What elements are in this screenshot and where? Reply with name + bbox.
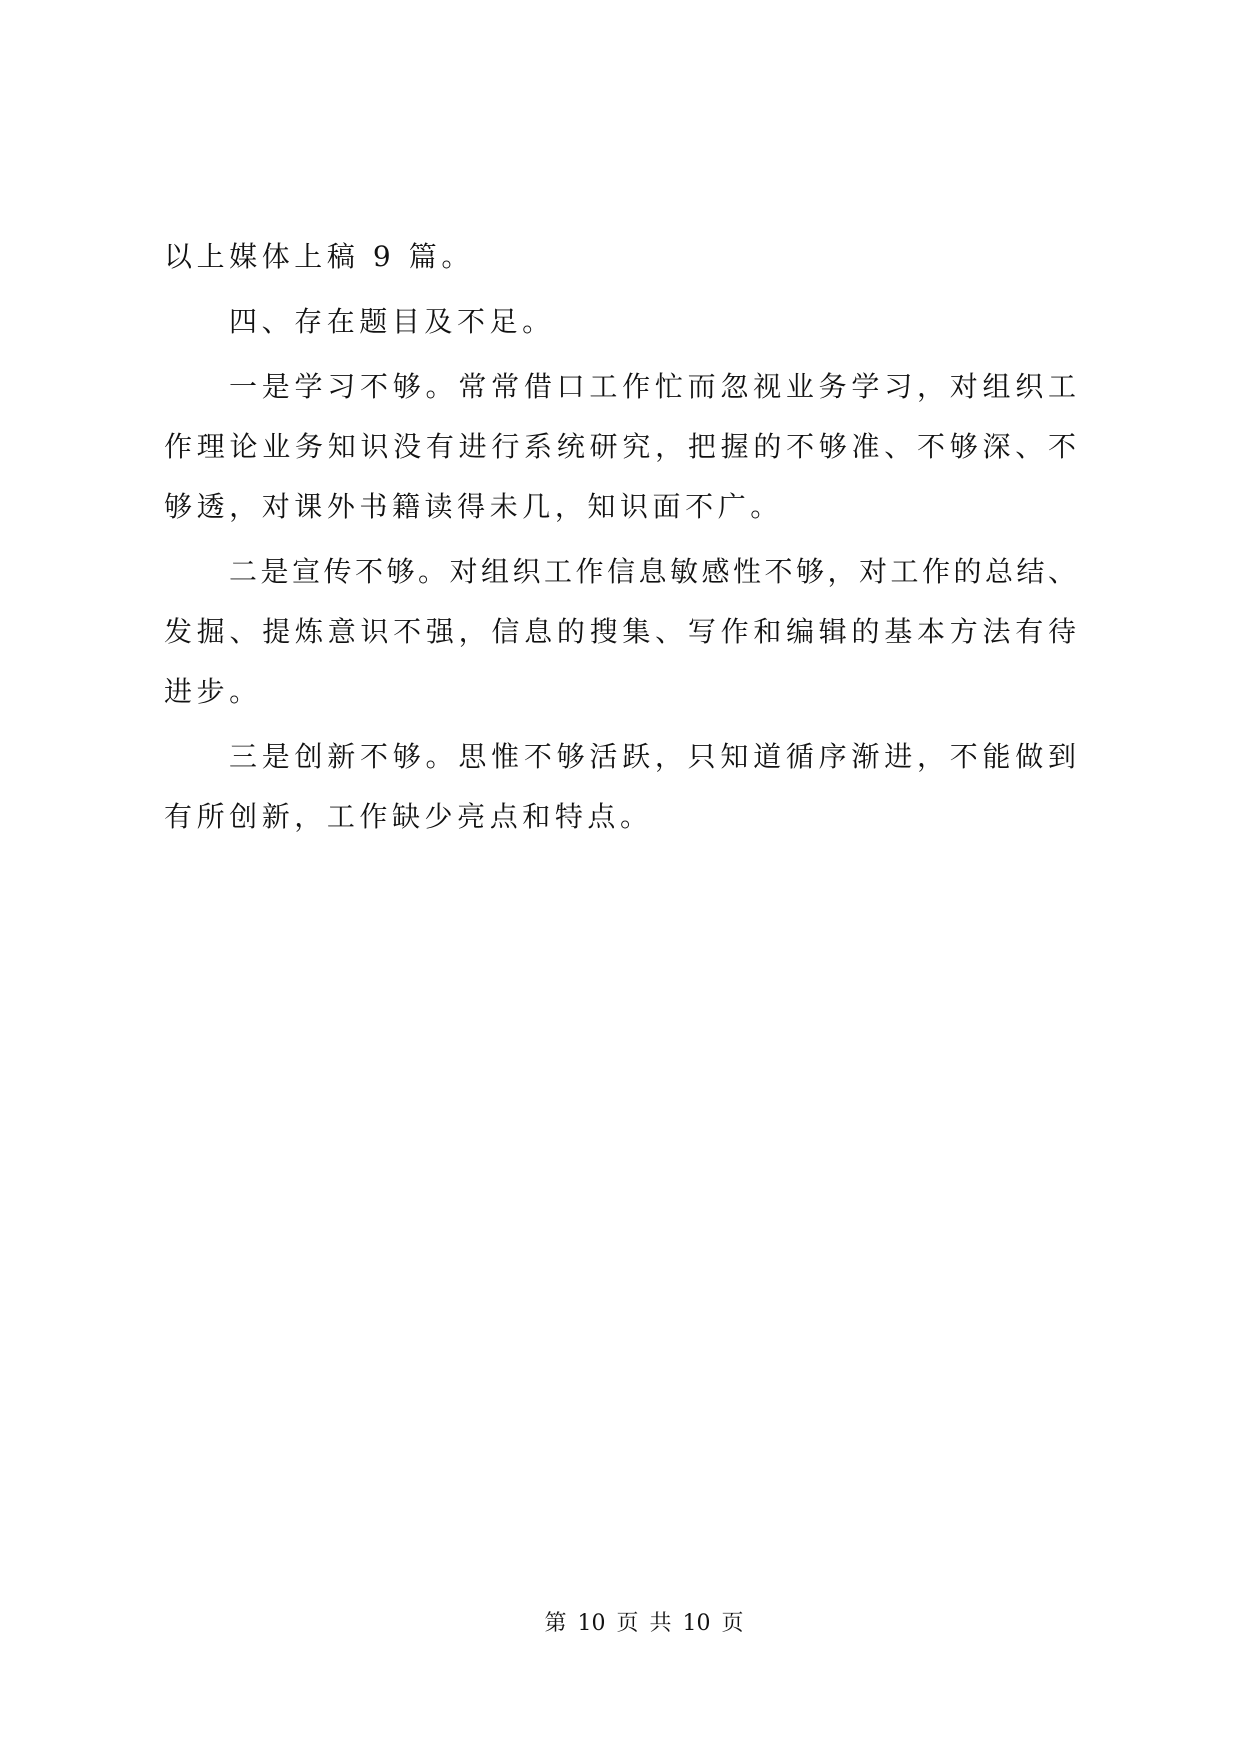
text-line: 发掘、提炼意识不强，信息的搜集、写作和编辑的基本方法有待 (164, 615, 1076, 648)
text-line: 进步。 (164, 675, 262, 708)
section-heading (164, 292, 1076, 352)
text-line: 作理论业务知识没有进行系统研究，把握的不够准、不够深、不 (164, 430, 1076, 463)
page-footer: 第 10 页 共 10 页 (544, 1611, 744, 1636)
paragraph-publicity (164, 542, 1076, 722)
paragraph-continuation (164, 227, 1076, 287)
paragraph-innovation (164, 727, 1076, 847)
text-line: 三是创新不够。思惟不够活跃，只知道循序渐进，不能做到 (229, 740, 1076, 773)
text-line: 二是宣传不够。对组织工作信息敏感性不够，对工作的总结、 (229, 555, 1076, 588)
text-line: 有所创新，工作缺少亮点和特点。 (164, 800, 653, 833)
heading-line: 四、存在题目及不足。 (229, 305, 555, 338)
text-line: 一是学习不够。常常借口工作忙而忽视业务学习，对组织工 (229, 370, 1076, 403)
document-body (164, 227, 1076, 852)
text-line: 够透，对课外书籍读得未几，知识面不广。 (164, 490, 783, 523)
paragraph-study (164, 357, 1076, 537)
text-line: 以上媒体上稿 9 篇。 (164, 240, 474, 273)
